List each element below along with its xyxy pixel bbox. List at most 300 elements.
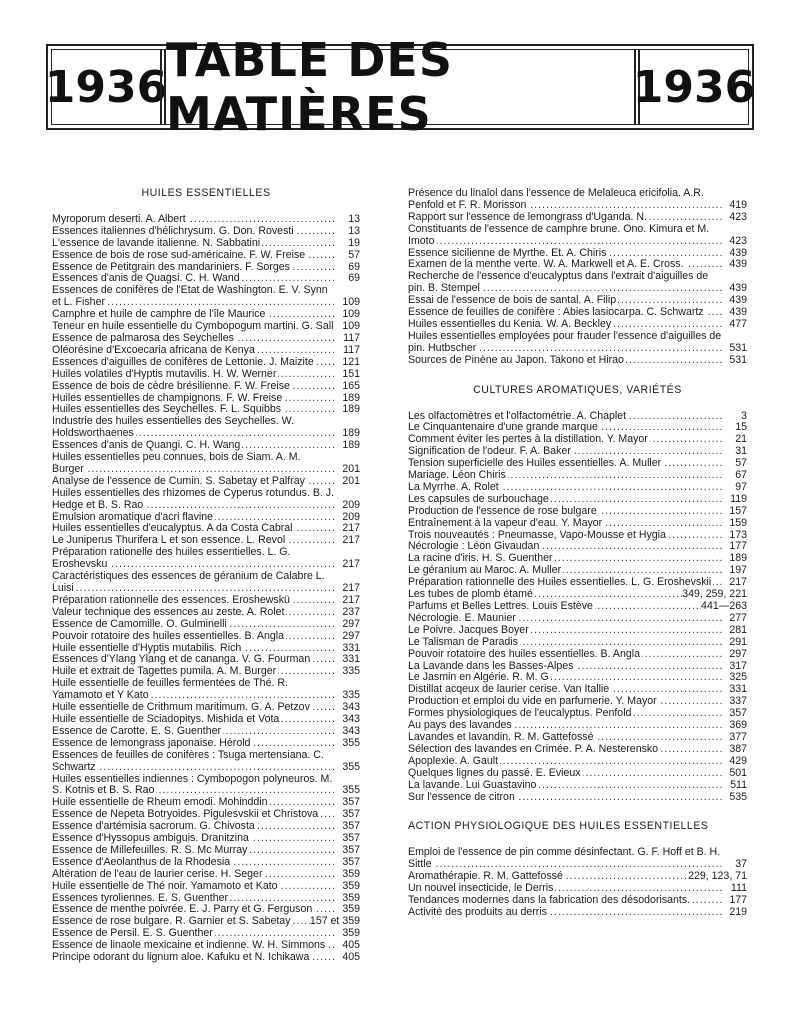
entry-title: Industrie des huiles essentielles des Seychelles. W. Holdsworthaenes [52,416,295,440]
toc-entry [52,321,360,333]
entry-page: 343 [342,701,360,714]
toc-entry [408,458,747,470]
toc-list [52,214,360,964]
entry-text-wrap [52,357,336,369]
entry-title: Essence sicilienne de Myrthe. Et. A. Chiris [408,247,607,259]
entry-page: 197 [729,564,747,577]
entry-text-wrap [52,738,336,750]
toc-entry [52,285,360,309]
entry-title: Le Talisman de Paradis [408,636,518,648]
entry-page: 429 [729,754,747,767]
toc-entry [52,904,360,916]
toc-entry [408,271,747,295]
entry-text-wrap [408,768,723,780]
entry-title: Oléorésine d'Excoecaria africana de Kenya [52,344,255,356]
entry-page: 121 [342,355,360,368]
toc-entry [408,744,747,756]
toc-entry [408,259,747,271]
entry-title: Production de l'essence de rose bulgare [408,505,597,517]
toc-entry [408,331,747,355]
toc-entry [408,907,747,919]
entry-text-wrap [408,684,723,696]
entry-title: Camphre et huile de camphre de l'île Maurice [52,309,266,321]
entry-title: Mariage. Léon Chiris [408,470,506,482]
entry-page: 281 [729,623,747,636]
entry-page: 359 [342,867,360,880]
toc-entry [408,553,747,565]
entry-text-wrap [52,654,336,666]
toc-entry [408,530,747,542]
entry-page: 109 [342,296,360,309]
entry-title: Sources de Pinène au Japon. Takono et Hirao [408,354,624,366]
year-right: 1936 [632,61,756,113]
entry-text-wrap [52,440,336,452]
toc-entry [52,821,360,833]
toc-entry [52,916,360,928]
toc-entry [52,512,360,524]
entry-text-wrap [52,666,336,678]
entry-page: 237 [342,605,360,618]
entry-page: 357 [342,820,360,833]
toc-entry [52,523,360,535]
entry-title: Le Jasmin en Algérie. R. M. G [408,672,549,684]
entry-page: 177 [729,540,747,553]
entry-title: Comment éviter les pertes à la distillation. Y. Mayor [408,434,648,446]
toc-entry [52,357,360,369]
toc-entry [408,895,747,907]
entry-page: 349, 259, 221 [682,588,747,601]
entry-title: Nécrologie. E. Maunier [408,612,516,624]
entry-page: 189 [342,427,360,440]
entry-title: Essence de Millefeuilles. R. S. Mc Murray [52,844,248,856]
entry-page: 355 [342,736,360,749]
toc-entry [52,607,360,619]
entry-page: 439 [729,282,747,295]
entry-title: Le Poivre. Jacques Boyer [408,624,529,636]
entry-page: 335 [342,689,360,702]
entry-title: Huile et extrait de Tagettes pumila. A. M. Burger [52,666,277,678]
entry-text-wrap [52,393,336,405]
entry-text-wrap [408,649,723,661]
entry-page: 13 [348,212,360,225]
entry-text-wrap [408,883,723,895]
toc-entry [408,411,747,423]
entry-title: Myroporum deserti. A. Albert [52,213,186,225]
entry-text-wrap [52,262,336,274]
entry-page: 57 [735,457,747,470]
entry-title: Essence de menthe poivrée. E. J. Parry et G. Ferguson [52,904,313,916]
entry-title: Essence de bois de rose sud-américaine. F. W. Freise [52,249,306,261]
toc-entry [408,212,747,224]
toc-entry [52,273,360,285]
entry-title: Caractéristiques des essences de géranium de Calabre L. Luisi [52,571,325,594]
entry-page: 277 [729,611,747,624]
entry-title: Essence de bois de cèdre brésilienne. F. W. Freise [52,380,290,392]
entry-page: 511 [730,778,747,791]
entry-text-wrap [52,940,336,952]
entry-page: 357 [342,843,360,856]
year-left: 1936 [44,61,168,113]
toc-entry [52,702,360,714]
entry-text-wrap [52,476,336,488]
toc-entry [52,893,360,905]
entry-page: 423 [729,234,747,247]
entry-text-wrap [52,369,336,381]
toc-entry [408,319,747,331]
entry-title: Essence d'Aeolanthus de la Rhodesia [52,856,231,868]
toc-entry [408,518,747,530]
entry-text-wrap [408,482,723,494]
entry-text-wrap [408,792,723,804]
entry-page: 209 [342,510,360,523]
entry-title: Essences italiennes d'hélichrysum. G. Don. Rovesti [52,225,294,237]
toc-entry [408,295,747,307]
entry-title: Essence de Nepeta Botryoides. Pigulesvskii et Christova [52,809,319,821]
entry-page: 97 [735,480,747,493]
entry-page: 217 [342,582,360,594]
entry-page: 201 [342,462,360,475]
entry-title: Essences de conifères de l'Etat de Washington. E. V. Synn et L. Fisher [52,285,328,309]
entry-text-wrap [52,904,336,916]
entry-text-wrap [408,625,723,637]
toc-entry [52,678,360,702]
entry-text-wrap [408,494,723,506]
entry-title: Préparation rationnelle des Huiles essentielles. L. G. Eroshevskii [408,577,712,589]
entry-text-wrap [52,726,336,738]
entry-page: 67 [735,469,747,482]
toc-entry [408,684,747,696]
entry-text-wrap [408,589,682,601]
entry-page: 111 [730,882,747,895]
entry-text-wrap [408,458,723,470]
entry-text-wrap [408,422,723,434]
toc-entry [52,547,360,571]
entry-page: 337 [729,695,747,708]
toc-entry [52,774,360,798]
entry-page: 357 [342,808,360,821]
entry-page: 357 [342,796,360,809]
entry-title: La Lavande dans les Basses-Alpes [408,660,574,672]
section-title: HUILES ESSENTIELLES [141,187,271,199]
entry-page: 405 [342,939,360,952]
entry-page: 355 [342,760,360,773]
entry-title: Essence de Carotte. E. S. Guenther [52,725,222,737]
entry-text-wrap [408,847,723,871]
entry-page: 501 [729,766,747,779]
toc-entry [52,619,360,631]
entry-text-wrap [408,530,723,542]
entry-title: Production et emploi du vide en parfumerie. Y. Mayor [408,696,657,708]
entry-page: 369 [729,719,747,732]
toc-entry [52,952,360,964]
toc-entry [52,726,360,738]
entry-text-wrap [408,470,723,482]
entry-title: Huile essentielle de Thé noir. Yamamoto et Kato [52,880,278,892]
entry-title: Essence de palmarosa des Seychelles [52,332,234,344]
entry-text-wrap [52,631,336,643]
toc-entry [408,355,747,367]
toc-entry [408,601,747,613]
entry-text-wrap [408,212,723,224]
entry-page: 31 [735,445,747,458]
entry-title: La lavande. Lui Guastavino [408,779,537,791]
entry-text-wrap [408,637,723,649]
entry-text-wrap [52,595,336,607]
entry-page: 217 [342,534,360,547]
entry-title: La racine d'iris. H. S. Guenther [408,553,553,565]
entry-text-wrap [408,541,723,553]
section-title: CULTURES AROMATIQUES, VARIÉTÉS [473,383,682,396]
entry-page: 441—263 [701,600,747,612]
entry-text-wrap [408,355,723,367]
toc-entry [52,881,360,893]
entry-text-wrap [52,821,336,833]
entry-title: Huile essentielle de Crithmum maritimum. G. A. Petzov [52,702,310,714]
entry-page: 13 [348,224,360,237]
entry-text-wrap [52,797,336,809]
entry-page: 477 [729,317,747,330]
entry-page: 165 [342,379,360,392]
entry-page: 219 [729,905,747,918]
entry-page: 405 [342,951,360,964]
toc-entry [408,883,747,895]
entry-page: 15 [735,421,747,434]
entry-title: Apoplexie. A. Gault [408,755,499,767]
entry-text-wrap [408,720,723,732]
entry-title: Pouvoir rotatoire des huiles essentielles. B. Angla [52,630,285,642]
entry-page: 355 [342,784,360,797]
entry-title: Pouvoir rotatoire des huiles essentielles. B. Angla [408,648,641,660]
section-title: ACTION PHYSIOLOGIQUE DES HUILES ESSENTIELLES [408,820,709,833]
entry-title: Essences tyroliennes. E. S. Guenther [52,892,229,904]
entry-page: 173 [729,528,747,541]
toc-entry [52,476,360,488]
entry-title: Formes physiologiques de l'eucalyptus. Penfold [408,708,632,720]
entry-text-wrap [52,214,336,226]
entry-page: 357 [342,832,360,845]
entry-text-wrap [52,416,336,440]
entry-page: 357 [729,707,747,720]
toc-entry [52,416,360,440]
entry-text-wrap [408,224,723,248]
entry-text-wrap [52,238,336,250]
entry-title: Huiles essentielles de champignons. F. W. Freise [52,392,283,404]
toc-entry [408,541,747,553]
entry-text-wrap [408,319,723,331]
toc-entry [408,307,747,319]
entry-title: Analyse de l'essence de Cumin. S. Sabetay et Palfray [52,475,305,487]
entry-text-wrap [52,404,336,416]
entry-text-wrap [408,577,723,589]
entry-page: 117 [343,343,360,356]
entry-page: 325 [729,671,747,684]
entry-text-wrap [52,321,336,333]
toc-entry [52,440,360,452]
entry-title: Essence d'Hyssopus ambiguis. Dranitzina [52,833,249,845]
page-title: TABLE DES MATIÈRES [166,33,453,141]
entry-page: 359 [342,927,360,940]
toc-entry [408,506,747,518]
entry-page: 189 [342,403,360,416]
entry-text-wrap [52,857,336,869]
entry-text-wrap [408,732,723,744]
entry-text-wrap [52,571,336,595]
entry-title: Altération de l'eau de laurier cerise. H. Seger [52,868,263,880]
entry-page: 439 [729,258,747,271]
entry-title: Essence de Persil. E. S. Guenther [52,928,213,940]
toc-entry [52,809,360,821]
entry-page: 151 [342,367,360,380]
entry-title: Huiles essentielles peu connues, bois de Siam. A. M. Burger [52,452,301,475]
entry-text-wrap [52,512,336,524]
entry-page: 209 [342,498,360,511]
toc-entry [52,571,360,595]
entry-page: 217 [342,522,360,535]
toc-entry [52,750,360,774]
entry-title: Essence de feuilles de conifère : Abies lasiocarpa. C. Schwartz [408,307,704,319]
entry-page: 157 [729,504,747,517]
entry-text-wrap [408,248,723,260]
entry-page: 69 [348,260,360,273]
entry-title: Emulsion aromatique d'acri flavine [52,511,214,523]
entry-title: Signification de l'odeur. F. A. Baker [408,446,571,458]
entry-text-wrap [52,452,336,476]
toc-entry [52,845,360,857]
entry-page: 217 [729,576,747,589]
toc-entry [408,732,747,744]
entry-text-wrap [52,928,336,940]
entry-title: Le Juniperus Thurifera L et son essence. L. Revol [52,535,286,547]
toc-entry [408,422,747,434]
toc-entry [52,309,360,321]
entry-title: Activité des produits au derris [408,906,547,918]
toc-entry [52,214,360,226]
entry-text-wrap [52,678,336,702]
entry-title: Sélection des lavandes en Crimée. P. A. Nesterensko [408,743,659,755]
entry-title: Emploi de l'essence de pin comme désinfectant. G. F. Hoff et B. H. Sittle [408,847,721,871]
entry-text-wrap [408,613,723,625]
toc-entry [408,847,747,871]
toc-entry [408,482,747,494]
entry-page: 419 [729,198,747,211]
toc-entry [52,666,360,678]
entry-title: Au pays des lavandes [408,720,512,732]
entry-page: 189 [342,391,360,404]
entry-title: Préparation rationnelle des essences. Eroshewskü [52,594,290,606]
toc-entry [408,494,747,506]
toc-entry [52,535,360,547]
entry-title: Recherche de l'essence d'eucalyptus dans l'extrait d'aiguilles de pin. B. Stempel [408,271,709,295]
entry-page: 3 [741,409,747,422]
toc-entry [52,345,360,357]
entry-text-wrap [408,871,688,883]
entry-title: Essence de Camomille. O. Gulminelli [52,618,227,630]
entry-text-wrap [52,845,336,857]
entry-text-wrap [52,750,336,774]
toc-entry [408,780,747,792]
entry-page: 335 [342,665,360,678]
entry-page: 359 [342,879,360,892]
entry-page: 359 [342,903,360,916]
entry-text-wrap [408,756,723,768]
right-column [408,188,747,919]
entry-title: Aromathérapie. R. M. Gattefossé [408,871,563,883]
toc-entry [52,250,360,262]
toc-entry [52,404,360,416]
entry-text-wrap [408,411,723,423]
toc-entry [408,613,747,625]
toc-entry [52,643,360,655]
entry-text-wrap [408,601,701,613]
entry-title: Huile essentielle de Sciadopitys. Mishida et Vota [52,713,280,725]
entry-title: Essence de Petitgrain des mandariniers. F. Sorges [52,261,290,273]
entry-text-wrap [408,907,723,919]
entry-page: 189 [342,439,360,452]
entry-title: Présence du linalol dans l'essence de Melaleuca ericifolia. A.R. Penfold et F. R. Morisson [408,188,704,211]
entry-title: Huiles volatiles d'Hyptis mutavilis. H. W. Werner [52,368,277,380]
entry-title: Essences d'Ylang Ylang et de cananga. V. G. Fourman [52,654,311,666]
toc-entry [52,738,360,750]
entry-title: Tension superficielle des Huiles essentielles. A. Muller [408,458,662,470]
entry-text-wrap [52,702,336,714]
toc-entry [52,833,360,845]
entry-text-wrap [408,895,723,907]
entry-text-wrap [52,619,336,631]
toc-entry [52,928,360,940]
toc-entry [408,768,747,780]
entry-page: 37 [735,858,747,871]
entry-title: Le géranium au Maroc. A. Muller [408,565,562,577]
entry-text-wrap [52,881,336,893]
entry-page: 377 [729,730,747,743]
entry-title: Essences d'anis de Quagsi. C. H. Wand [52,273,240,285]
entry-page: 69 [348,272,360,285]
entry-title: Le Cinquantenaire d'une grande marque [408,422,598,434]
entry-title: Préparation rationelle des huiles essentielles. L. G. Eroshevsku [52,547,291,571]
toc-entry [52,857,360,869]
entry-page: 21 [735,433,747,446]
entry-page: 359 [342,891,360,904]
toc-list [408,411,747,804]
entry-text-wrap [408,331,723,355]
entry-text-wrap [52,714,336,726]
title-banner-inner [44,33,756,141]
toc-list [408,188,747,367]
toc-entry [408,661,747,673]
entry-page: 57 [348,248,360,261]
entry-page: 531 [729,341,747,354]
toc-entry [52,869,360,881]
entry-title: Distillat acqeux de laurier cerise. Van Itallie [408,684,610,696]
entry-title: Tendances modernes dans la fabrication des désodorisants. [408,894,691,906]
entry-title: Entraînement à la vapeur d'eau. Y. Mayor [408,517,603,529]
entry-title: Les olfactomètres et l'olfactométrie. A. Chaplet [408,410,627,422]
entry-title: La Myrrhe. A. Rolet [408,481,499,493]
entry-page: 119 [730,492,747,505]
toc-list [408,847,747,918]
entry-text-wrap [52,250,336,262]
entry-text-wrap [408,708,723,720]
entry-title: Essence d'artémisia sacrorum. G. Chivosta [52,821,255,833]
entry-text-wrap [408,661,723,673]
entry-title: Sur l'essence de citron [408,791,515,803]
entry-page: 439 [729,246,747,259]
entry-title: Essai de l'essence de bois de santal. A. Filip [408,295,617,307]
entry-page: 159 [729,516,747,529]
toc-entry [408,446,747,458]
entry-title: Huiles essentielles employées pour frauder l'essence d'aiguilles de pin. Hutbscher [408,330,722,354]
entry-text-wrap [52,952,336,964]
